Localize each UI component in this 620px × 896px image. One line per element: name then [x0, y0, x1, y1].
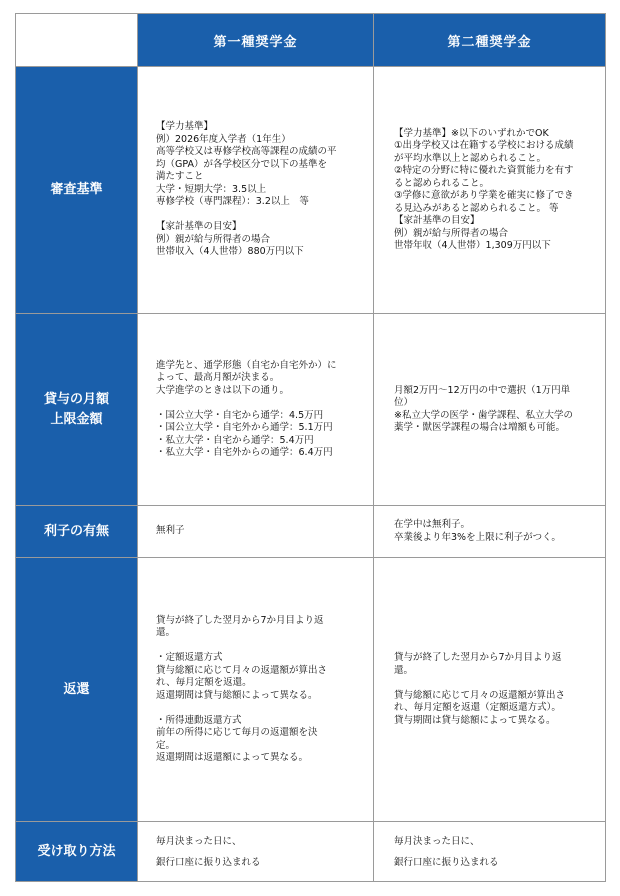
table-row	[16, 506, 606, 558]
cell-text-line: ・私立大学・自宅から通学：5.4万円	[156, 434, 314, 446]
cell-text-line: 貸与総額に応じて月々の返還額が算出さ	[394, 689, 566, 701]
cell-monthly-type1	[138, 314, 374, 506]
cell-text-line: 例）親が給与所得者の場合	[156, 233, 271, 245]
cell-text-line: ②特定の分野に特に優れた資質能力を有す	[394, 165, 574, 176]
cell-text-line: 均（GPA）が各学校区分で以下の基準を	[156, 158, 327, 170]
cell-text-line: 薬学・獣医学課程の場合は増額も可能。	[394, 422, 566, 433]
cell-text-line: 毎月決まった日に、	[156, 835, 242, 847]
table-row	[16, 822, 606, 882]
row-label-receipt: 受け取り方法	[16, 822, 138, 882]
cell-text-line: よって、最高月額が決まる。	[156, 372, 280, 383]
cell-text-line: 貸与総額に応じて月々の返還額が算出さ	[156, 664, 328, 676]
cell-text-line	[156, 397, 361, 410]
cell-screening-type2	[374, 67, 606, 314]
cell-text-line: れ、毎月定額を返還（定額返還方式）。	[394, 702, 561, 713]
cell-text-line: 還。	[156, 627, 176, 638]
cell-text-line: 返還期間は貸与総額によって異なる。	[156, 689, 318, 701]
cell-text-line: ・私立大学・自宅外からの通学：6.4万円	[156, 447, 333, 458]
cell-text-line: 還。	[394, 664, 414, 676]
cell-text-line	[156, 702, 361, 715]
cell-repayment-type1	[138, 558, 374, 822]
cell-text-line: ・所得連動返還方式	[156, 714, 242, 726]
cell-text-line: 専修学校（専門課程）：3.2以上 等	[156, 196, 309, 208]
corner-cell	[16, 14, 138, 67]
cell-text-line: 【学力基準】※以下のいずれかでOK	[394, 127, 549, 139]
cell-text-line: 銀行口座に振り込まれる	[394, 856, 499, 868]
cell-text-line: 【学力基準】	[156, 121, 214, 133]
cell-text-line	[156, 209, 361, 222]
table-row	[16, 67, 606, 314]
cell-monthly-type2	[374, 314, 606, 506]
cell-text-line: ①出身学校又は在籍する学校における成績	[394, 140, 574, 151]
cell-text-line: 定。	[156, 739, 176, 751]
cell-text-line: 銀行口座に振り込まれる	[156, 856, 261, 868]
cell-text-line: ③学修に意欲があり学業を確実に修了でき	[394, 190, 574, 201]
cell-text-line: 【家計基準の目安】	[394, 215, 480, 226]
cell-text-line: 世帯年収（4人世帯）1,309万円以下	[394, 240, 551, 251]
cell-repayment-type2	[374, 558, 606, 822]
cell-text-line: 前年の所得に応じて毎月の返還額を決	[156, 727, 318, 738]
cell-screening-type1	[138, 67, 374, 314]
cell-text-line: 毎月決まった日に、	[394, 835, 480, 847]
cell-interest-type1	[138, 506, 374, 558]
cell-text-line: 満たすこと	[156, 171, 204, 183]
cell-text-line: ・定額返還方式	[156, 652, 223, 663]
cell-text-line	[156, 640, 361, 653]
cell-text-line: ・国公立大学・自宅外から通学：5.1万円	[156, 422, 333, 433]
cell-text-line: 月額2万円～12万円の中で選択（1万円単	[394, 384, 571, 396]
row-label-interest: 利子の有無	[16, 506, 138, 558]
row-label-repayment: 返還	[16, 558, 138, 822]
cell-text-line: 高等学校又は専修学校高等課程の成績の平	[156, 146, 337, 158]
scholarship-comparison-table	[15, 13, 606, 882]
cell-interest-type2	[374, 506, 606, 558]
cell-text-line: 貸与期間は貸与総額によって異なる。	[394, 714, 556, 726]
cell-text-line: 進学先と、通学形態（自宅か自宅外か）に	[156, 359, 337, 371]
table-row	[16, 314, 606, 506]
cell-text-line: れ、毎月定額を返還。	[156, 677, 252, 688]
cell-receipt-type1	[138, 822, 374, 882]
cell-text-line: 貸与が終了した翌月から7か月目より返	[156, 614, 324, 626]
cell-text-line: 大学進学のときは以下の通り。	[156, 384, 290, 396]
cell-text-line: が平均水準以上と認められること。	[394, 152, 547, 164]
cell-text-line: 例）2026年度入学者（1年生）	[156, 133, 291, 145]
cell-text-line: ・国公立大学・自宅から通学：4.5万円	[156, 409, 324, 421]
cell-text-line: 貸与が終了した翌月から7か月目より返	[394, 652, 562, 663]
header-type1: 第一種奨学金	[138, 14, 374, 67]
cell-text-line: 世帯収入（4人世帯）880万円以下	[156, 246, 304, 258]
cell-text-line: 在学中は無利子。	[394, 519, 471, 530]
cell-text-line: 返還期間は返還額によって異なる。	[156, 752, 309, 763]
cell-text-line: る見込みがあると認められること。 等	[394, 202, 559, 214]
row-label-monthly-limit	[16, 314, 138, 506]
cell-receipt-type2	[374, 822, 606, 882]
cell-text-line	[394, 677, 597, 690]
table-row	[16, 558, 606, 822]
cell-text-line: 【家計基準の目安】	[156, 221, 242, 233]
row-label-screening: 審査基準	[16, 67, 138, 314]
row-label-line: 貸与の月額	[43, 391, 109, 407]
header-row	[16, 14, 606, 67]
cell-text-line: 無利子	[156, 525, 185, 537]
cell-text-line: ると認められること。	[394, 177, 490, 189]
cell-text-line: 大学・短期大学：3.5以上	[156, 183, 267, 195]
row-label-line: 上限金額	[50, 411, 103, 427]
cell-text-line: 例）親が給与所得者の場合	[394, 227, 509, 239]
cell-text-line: 卒業後より年3%を上限に利子がつく。	[394, 531, 561, 543]
cell-text-line: 位）	[394, 397, 414, 408]
cell-text-line: ※私立大学の医学・歯学課程、私立大学の	[394, 409, 573, 421]
header-type2: 第二種奨学金	[374, 14, 606, 67]
